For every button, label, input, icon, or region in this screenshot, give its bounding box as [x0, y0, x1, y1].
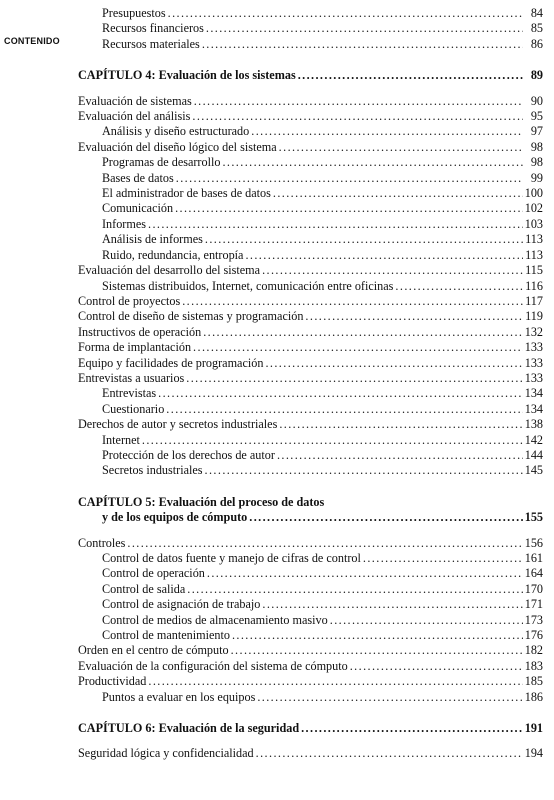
toc-entry-page: 194: [524, 746, 543, 761]
toc-entry-label: Control de medios de almacenamiento masivo: [102, 612, 328, 627]
toc-entry-page: 183: [524, 658, 543, 673]
toc-entry-page: 115: [525, 263, 543, 278]
toc-entry-page: 176: [524, 628, 543, 643]
toc-entry-label: Evaluación del desarrollo del sistema: [78, 263, 261, 278]
toc-entry-page: 98: [530, 155, 543, 170]
toc-entry-label: Comunicación: [102, 201, 174, 216]
toc-entry-page: 85: [530, 21, 543, 36]
toc-entry-label: Sistemas distribuidos, Internet, comunicación entre oficinas: [102, 278, 394, 293]
toc-entry: [78, 6, 543, 21]
toc-entry: [78, 674, 543, 689]
toc-entry: [78, 155, 543, 170]
toc-entry: [78, 171, 543, 186]
toc-entry-label: Programas de desarrollo: [102, 155, 221, 170]
dot-leader: [205, 463, 523, 478]
dot-leader: [207, 566, 523, 581]
dot-leader: [305, 309, 523, 324]
toc-entry: [78, 201, 543, 216]
toc-entry: [78, 659, 543, 674]
dot-leader: [175, 201, 523, 216]
dot-leader: [186, 371, 522, 386]
toc-entry-page: 90: [530, 93, 543, 108]
toc-entry-page: 164: [524, 566, 543, 581]
dot-leader: [330, 613, 523, 628]
toc-entry: [78, 325, 543, 340]
table-of-contents: [78, 6, 543, 762]
toc-entry-label: Puntos a evaluar en los equipos: [102, 689, 256, 704]
dot-leader: [298, 68, 523, 83]
toc-entry-label: Presupuestos: [102, 6, 166, 20]
chapter-5-entries: [78, 536, 543, 705]
chapter-4-heading: [78, 68, 543, 83]
toc-entry-page: 170: [524, 581, 543, 596]
dot-leader: [176, 171, 523, 186]
toc-entry: [78, 402, 543, 417]
chapter-6-heading: [78, 721, 543, 736]
dot-leader: [256, 746, 523, 761]
dot-leader: [262, 263, 523, 278]
toc-entry: [78, 551, 543, 566]
dot-leader: [158, 386, 523, 401]
dot-leader: [273, 186, 523, 201]
toc-entry-page: 144: [524, 447, 543, 462]
toc-entry-label: Control de mantenimiento: [102, 628, 230, 643]
dot-leader: [277, 448, 523, 463]
toc-entry-label: Recursos materiales: [102, 36, 200, 51]
chapter-6-entries: [78, 746, 543, 761]
toc-entry: [78, 340, 543, 355]
toc-entry: [78, 566, 543, 581]
toc-entry-page: 142: [524, 432, 543, 447]
dot-leader: [127, 536, 522, 551]
toc-entry-label: Internet: [102, 432, 140, 447]
toc-entry-page: 86: [530, 36, 543, 51]
toc-entry-page: 134: [524, 401, 543, 416]
dot-leader: [202, 37, 523, 52]
toc-entry: [78, 386, 543, 401]
toc-entry-page: 116: [525, 278, 543, 293]
toc-entry-label: Entrevistas a usuarios: [78, 370, 185, 385]
dot-leader: [182, 294, 523, 309]
toc-entry: [78, 597, 543, 612]
dot-leader: [148, 674, 522, 689]
dot-leader: [222, 155, 523, 170]
toc-entry-page: 182: [524, 643, 543, 658]
toc-entry-label: Control de proyectos: [78, 293, 181, 308]
toc-entry-page: 145: [524, 463, 543, 478]
toc-entry-page: 173: [524, 612, 543, 627]
top-entries: [78, 6, 543, 52]
toc-entry-page: 171: [524, 597, 543, 612]
chapter-5-heading: [78, 495, 543, 526]
dot-leader: [262, 597, 522, 612]
dot-leader: [148, 217, 523, 232]
toc-entry: [78, 613, 543, 628]
toc-entry-page: 84: [530, 6, 543, 20]
toc-entry: [78, 21, 543, 36]
toc-entry: [78, 463, 543, 478]
toc-entry: [78, 356, 543, 371]
toc-entry-label: Protección de los derechos de autor: [102, 447, 275, 462]
toc-entry-label: Control de diseño de sistemas y programación: [78, 309, 304, 324]
toc-entry: [78, 109, 543, 124]
toc-entry-label: Evaluación del análisis: [78, 109, 191, 124]
toc-entry-page: 113: [525, 232, 543, 247]
dot-leader: [279, 140, 523, 155]
toc-entry: [78, 690, 543, 705]
toc-entry-page: 117: [525, 293, 543, 308]
dot-leader: [279, 417, 522, 432]
toc-entry: [78, 746, 543, 761]
dot-leader: [194, 94, 523, 109]
toc-entry-label: Control de asignación de trabajo: [102, 597, 261, 612]
toc-entry-page: 134: [524, 386, 543, 401]
toc-entry-page: 98: [530, 139, 543, 154]
toc-entry-label: Controles: [78, 535, 126, 550]
toc-entry-label: Seguridad lógica y confidencialidad: [78, 746, 254, 761]
running-header-contenido: CONTENIDO: [4, 36, 60, 46]
toc-entry: [78, 263, 543, 278]
toc-entry: [78, 309, 543, 324]
toc-entry-page: 133: [524, 355, 543, 370]
toc-entry-page: 97: [530, 124, 543, 139]
toc-entry-label: Cuestionario: [102, 401, 165, 416]
toc-entry-label: Ruido, redundancia, entropía: [102, 247, 244, 262]
toc-entry-label: Derechos de autor y secretos industriales: [78, 417, 278, 432]
toc-entry: [78, 433, 543, 448]
toc-entry-label: Productividad: [78, 674, 147, 689]
toc-entry-page: 156: [524, 535, 543, 550]
toc-entry-page: 133: [524, 370, 543, 385]
toc-entry: [78, 232, 543, 247]
toc-entry-page: 103: [524, 216, 543, 231]
chapter-page: 155: [524, 510, 543, 525]
chapter-page: 191: [524, 721, 543, 736]
toc-entry-label: Entrevistas: [102, 386, 157, 401]
toc-entry-page: 99: [530, 170, 543, 185]
toc-entry: [78, 248, 543, 263]
toc-entry: [78, 140, 543, 155]
toc-entry-page: 186: [524, 689, 543, 704]
toc-entry: [78, 371, 543, 386]
dot-leader: [231, 643, 523, 658]
dot-leader: [232, 628, 523, 643]
chapter-title: CAPÍTULO 4: Evaluación de los sistemas: [78, 68, 296, 83]
toc-entry-page: 185: [524, 674, 543, 689]
dot-leader: [257, 690, 522, 705]
toc-entry: [78, 448, 543, 463]
toc-entry-label: El administrador de bases de datos: [102, 186, 271, 201]
toc-entry: [78, 217, 543, 232]
toc-entry-label: Control de operación: [102, 566, 205, 581]
toc-entry-page: 161: [524, 551, 543, 565]
dot-leader: [192, 109, 523, 124]
toc-entry-page: 138: [524, 417, 543, 432]
toc-entry: [78, 536, 543, 551]
toc-entry: [78, 417, 543, 432]
toc-entry-label: Evaluación de la configuración del sistema de cómputo: [78, 658, 348, 673]
toc-entry: [78, 294, 543, 309]
toc-entry-label: Control de salida: [102, 581, 186, 596]
toc-entry-page: 119: [525, 309, 543, 324]
dot-leader: [168, 6, 523, 21]
dot-leader: [203, 325, 523, 340]
dot-leader: [193, 340, 523, 355]
toc-entry-label: Evaluación del diseño lógico del sistema: [78, 139, 277, 154]
toc-entry-label: Forma de implantación: [78, 340, 192, 355]
dot-leader: [249, 510, 522, 525]
chapter-title-line-2: [78, 510, 543, 525]
dot-leader: [245, 248, 523, 263]
chapter-title: CAPÍTULO 6: Evaluación de la seguridad: [78, 721, 300, 736]
toc-entry: [78, 37, 543, 52]
dot-leader: [363, 551, 523, 566]
chapter-page: 89: [530, 68, 543, 83]
toc-entry-label: Control de datos fuente y manejo de cifras de control: [102, 551, 361, 565]
toc-entry: [78, 643, 543, 658]
dot-leader: [350, 659, 523, 674]
toc-entry-page: 113: [525, 247, 543, 262]
toc-entry-label: Secretos industriales: [102, 463, 203, 478]
toc-entry: [78, 186, 543, 201]
toc-entry-label: Bases de datos: [102, 170, 174, 185]
dot-leader: [142, 433, 523, 448]
toc-entry-label: Equipo y facilidades de programación: [78, 355, 264, 370]
dot-leader: [301, 721, 523, 736]
toc-entry-label: Recursos financieros: [102, 21, 204, 36]
dot-leader: [251, 124, 523, 139]
chapter-title-line-1: CAPÍTULO 5: Evaluación del proceso de datos: [78, 494, 325, 509]
dot-leader: [395, 279, 523, 294]
toc-entry-label: Orden en el centro de cómputo: [78, 643, 229, 658]
toc-entry: [78, 94, 543, 109]
dot-leader: [166, 402, 522, 417]
toc-entry: [78, 279, 543, 294]
toc-entry-label: Informes: [102, 216, 146, 231]
toc-entry: [78, 628, 543, 643]
chapter-4-entries: [78, 94, 543, 479]
toc-entry-page: 95: [530, 109, 543, 124]
chapter-title: y de los equipos de cómputo: [102, 510, 248, 525]
toc-entry-label: Análisis de informes: [102, 232, 203, 247]
toc-entry-label: Instructivos de operación: [78, 324, 202, 339]
toc-entry: [78, 582, 543, 597]
dot-leader: [187, 582, 522, 597]
dot-leader: [206, 21, 523, 36]
dot-leader: [205, 232, 523, 247]
toc-entry-label: Evaluación de sistemas: [78, 93, 192, 108]
toc-entry-page: 132: [524, 324, 543, 339]
toc-entry-label: Análisis y diseño estructurado: [102, 124, 250, 139]
toc-entry-page: 133: [524, 340, 543, 355]
toc-entry-page: 100: [524, 186, 543, 201]
toc-entry: [78, 124, 543, 139]
dot-leader: [265, 356, 522, 371]
toc-entry-page: 102: [524, 201, 543, 216]
